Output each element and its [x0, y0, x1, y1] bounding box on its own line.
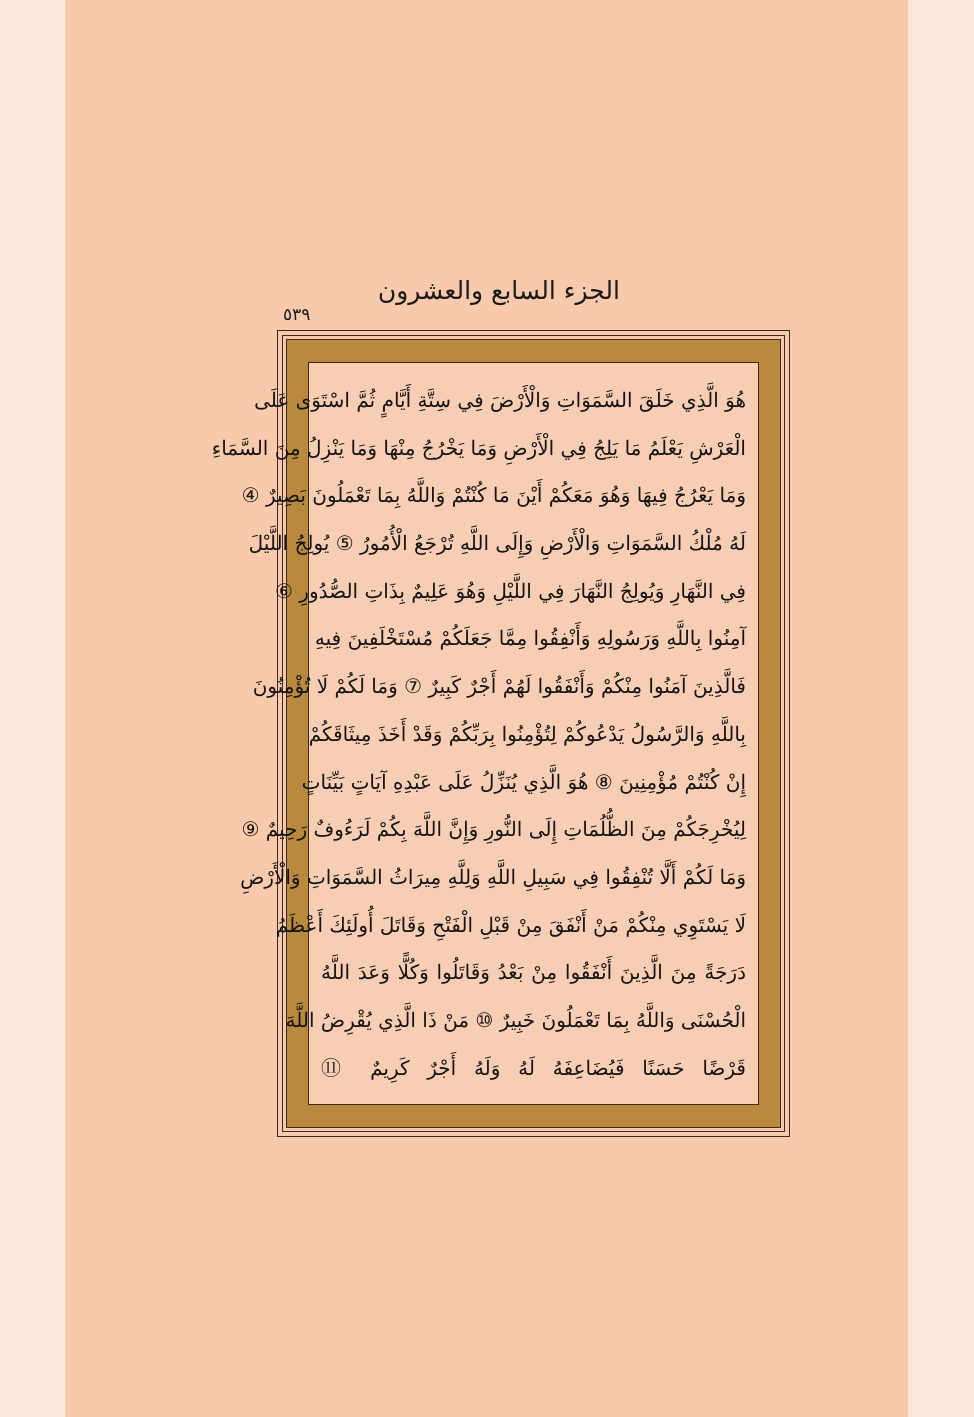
text-line: إِنْ كُنْتُمْ مُؤْمِنِينَ ⑧ هُوَ الَّذِي يُنَزِّلُ عَلَى عَبْدِهِ آيَاتٍ بَيِّنَاتٍ	[301, 769, 746, 794]
text-line: وَمَا يَعْرُجُ فِيهَا وَهُوَ مَعَكُمْ أَيْنَ مَا كُنْتُمْ وَاللَّهُ بِمَا تَعْمَلُونَ بَصِيرٌ ④	[241, 483, 746, 508]
gold-border-band	[211, 339, 781, 1128]
text-frame	[211, 330, 790, 1137]
text-line: بِاللَّهِ وَالرَّسُولُ يَدْعُوكُمْ لِتُؤْمِنُوا بِرَبِّكُمْ وَقَدْ أَخَذَ مِيثَاقَكُمْ	[308, 721, 746, 746]
text-line: فِي النَّهَارِ وَيُولِجُ النَّهَارَ فِي اللَّيْلِ وَهُوَ عَلِيمٌ بِذَاتِ الصُّدُورِ ⑥	[275, 578, 746, 603]
text-line: الْحُسْنَى وَاللَّهُ بِمَا تَعْمَلُونَ خَبِيرٌ ⑩ مَنْ ذَا الَّذِي يُقْرِضُ اللَّهَ	[285, 1007, 746, 1032]
text-line: لَهُ مُلْكُ السَّمَوَاتِ وَالْأَرْضِ وَإِلَى اللَّهِ تُرْجَعُ الْأُمُورُ ⑤ يُولِجُ اللَّيْلَ	[248, 531, 746, 556]
text-line: فَالَّذِينَ آمَنُوا مِنْكُمْ وَأَنْفَقُوا لَهُمْ أَجْرٌ كَبِيرٌ ⑦ وَمَا لَكُمْ لَا تُؤْمِنُونَ	[252, 674, 746, 699]
text-panel	[211, 362, 759, 1105]
text-lines	[211, 377, 750, 1094]
text-line: لَا يَسْتَوِي مِنْكُمْ مَنْ أَنْفَقَ مِنْ قَبْلِ الْفَتْحِ وَقَاتَلَ أُولَئِكَ أَعْظَمُ	[275, 912, 746, 937]
juz-title: الجزء السابع والعشرون	[377, 276, 620, 305]
text-line: لِيُخْرِجَكُمْ مِنَ الظُّلُمَاتِ إِلَى النُّورِ وَإِنَّ اللَّهَ بِكُمْ لَرَءُوفٌ رَحِيمٌ ⑨	[241, 817, 746, 842]
text-line: آمِنُوا بِاللَّهِ وَرَسُولِهِ وَأَنْفِقُوا مِمَّا جَعَلَكُمْ مُسْتَخْلَفِينَ فِيهِ	[314, 626, 746, 651]
text-line: الْعَرْشِ يَعْلَمُ مَا يَلِجُ فِي الْأَرْضِ وَمَا يَخْرُجُ مِنْهَا وَمَا يَنْزِلُ مِنَ السَّمَاءِ	[211, 435, 746, 460]
text-line: وَمَا لَكُمْ أَلَّا تُنْفِقُوا فِي سَبِيلِ اللَّهِ وَلِلَّهِ مِيرَاثُ السَّمَوَاتِ وَالْأَرْضِ	[240, 864, 746, 889]
text-line: هُوَ الَّذِي خَلَقَ السَّمَوَاتِ وَالْأَرْضَ فِي سِتَّةِ أَيَّامٍ ثُمَّ اسْتَوَى عَلَى	[254, 388, 746, 412]
text-line: قَرْضًا حَسَنًا فَيُضَاعِفَهُ لَهُ وَلَهُ أَجْرٌ كَرِيمٌ ⑪	[321, 1055, 746, 1080]
text-line: دَرَجَةً مِنَ الَّذِينَ أَنْفَقُوا مِنْ بَعْدُ وَقَاتَلُوا وَكُلًّا وَعَدَ اللَّهُ	[321, 960, 746, 985]
page-number: ٥٣٩	[283, 305, 311, 325]
